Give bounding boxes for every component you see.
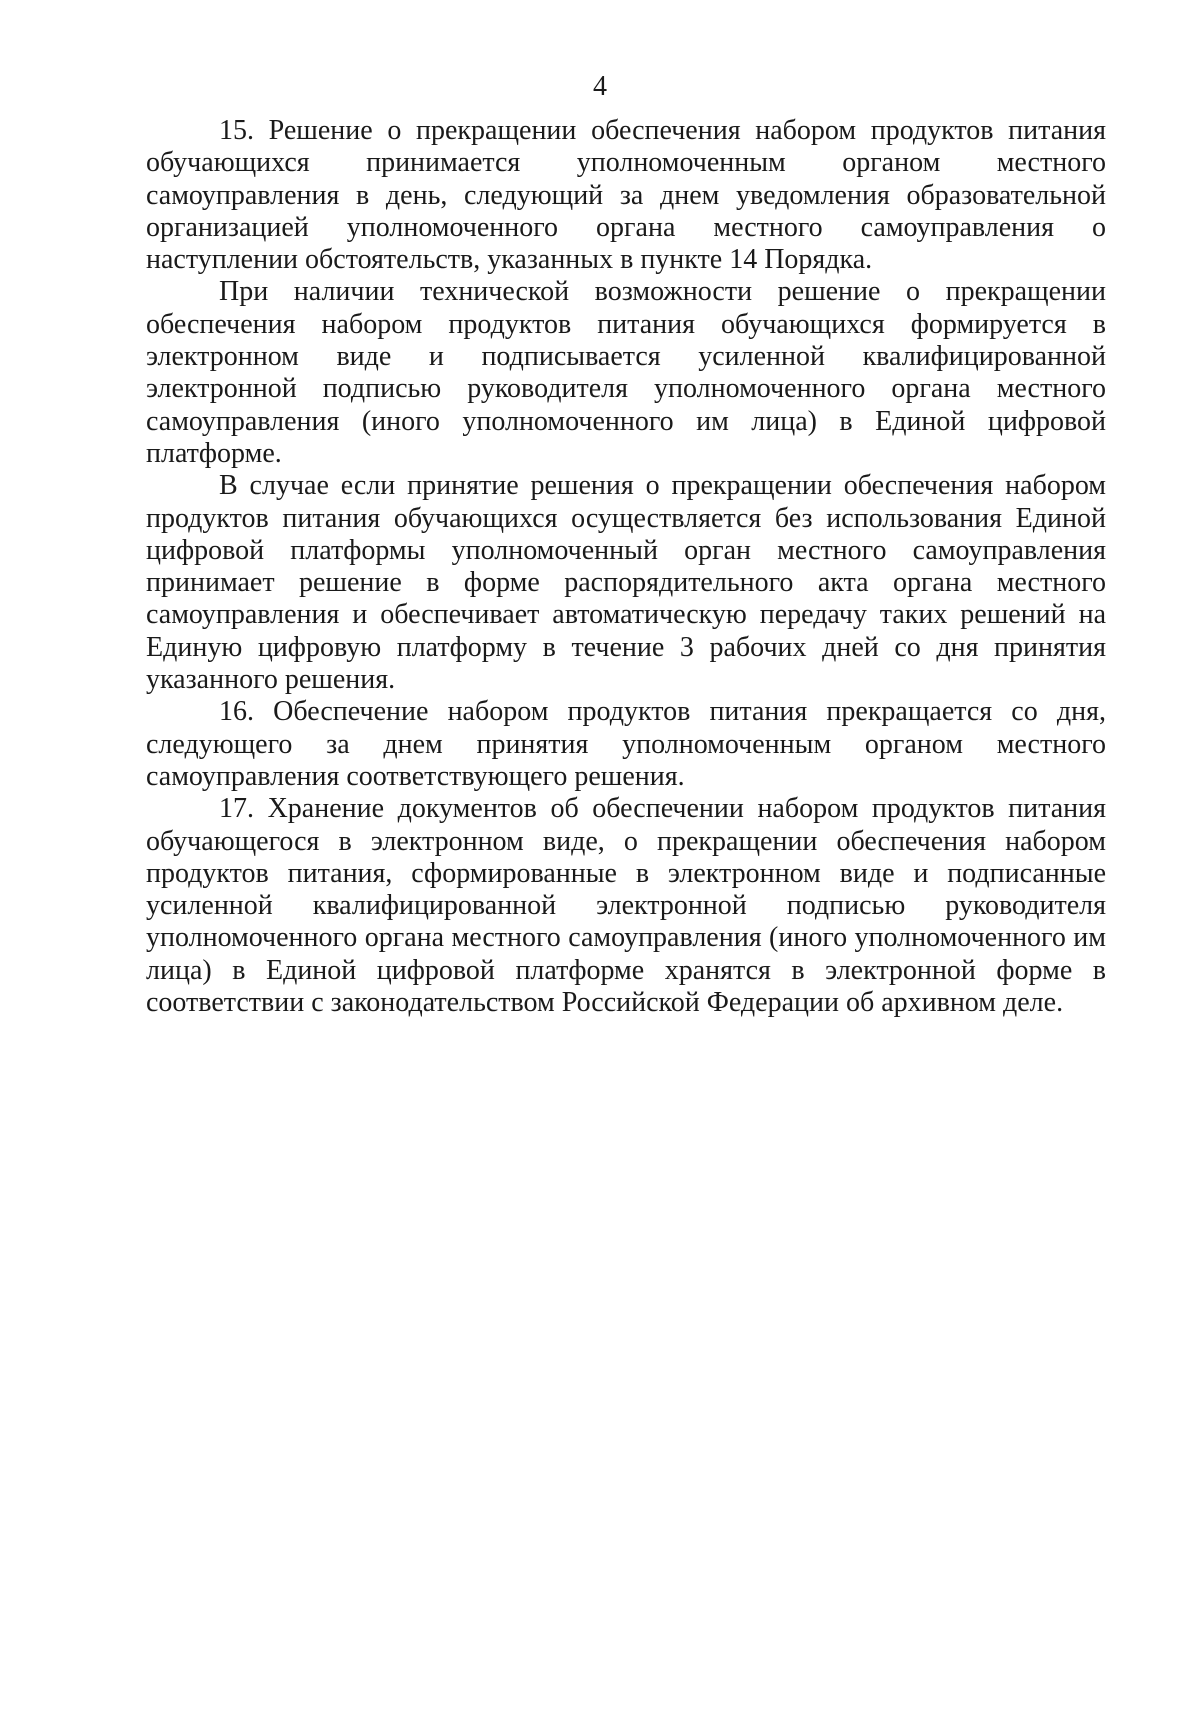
page-number: 4 — [593, 71, 607, 102]
paragraph-15: 15. Решение о прекращении обеспечения набором продуктов питания обучающихся принимается уполномоченным органом местного самоуправления в день, следующий за днем уведомления образовательной организацией уполномоченного органа местного самоуправления о наступлении обстоятельств, указанных в пункте 14 Порядка. — [146, 115, 1106, 276]
paragraph-17: 17. Хранение документов об обеспечении набором продуктов питания обучающегося в электронном виде, о прекращении обеспечения набором продуктов питания, сформированные в электронном виде и подписанные усиленной квалифицированной электронной подписью руководителя уполномоченного органа местного самоуправления (иного уполномоченного им лица) в Единой цифровой платформе хранятся в электронной форме в соответствии с законодательством Российской Федерации об архивном деле. — [146, 793, 1106, 1019]
paragraph-15-electronic-form: При наличии технической возможности решение о прекращении обеспечения набором продуктов питания обучающихся формируется в электронном виде и подписывается усиленной квалифицированной электронной подписью руководителя уполномоченного органа местного самоуправления (иного уполномоченного им лица) в Единой цифровой платформе. — [146, 276, 1106, 469]
paragraph-16: 16. Обеспечение набором продуктов питания прекращается со дня, следующего за днем принятия уполномоченным органом местного самоуправления соответствующего решения. — [146, 696, 1106, 792]
paragraph-15-without-platform: В случае если принятие решения о прекращении обеспечения набором продуктов питания обучающихся осуществляется без использования Единой цифровой платформы уполномоченный орган местного самоуправления принимает решение в форме распорядительного акта органа местного самоуправления и обеспечивает автоматическую передачу таких решений на Единую цифровую платформу в течение 3 рабочих дней со дня принятия указанного решения. — [146, 470, 1106, 696]
document-body — [146, 115, 1106, 1019]
